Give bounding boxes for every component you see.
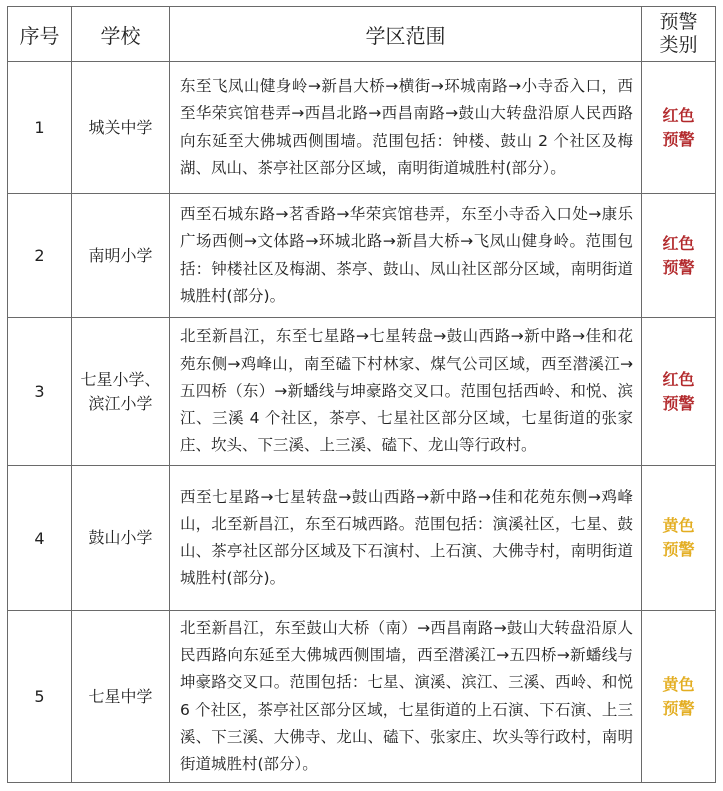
table-row: [8, 611, 716, 783]
header-no: 序号: [8, 7, 72, 62]
header-school: 学校: [72, 7, 170, 62]
row-school: 七星小学、滨江小学: [72, 318, 170, 466]
row-no: 2: [8, 194, 72, 318]
row-warning: [642, 194, 716, 318]
row-warning: [642, 466, 716, 611]
table-row: [8, 194, 716, 318]
school-district-table: [7, 6, 716, 783]
row-no: 1: [8, 62, 72, 194]
header-range: 学区范围: [170, 7, 642, 62]
warning-label: 红色 预警: [662, 105, 695, 149]
row-warning: [642, 62, 716, 194]
row-no: 4: [8, 466, 72, 611]
table-row: [8, 318, 716, 466]
row-school: 七星中学: [72, 611, 170, 783]
row-school: 南明小学: [72, 194, 170, 318]
row-no: 5: [8, 611, 72, 783]
row-range: 西至石城东路→茗香路→华荣宾馆巷弄，东至小寺岙入口处→康乐广场西侧→文体路→环城北路→新昌大桥→飞凤山健身岭。范围包括：钟楼社区及梅湖、茶亭、鼓山、凤山社区部分区域，南明街道城胜村(部分)。: [170, 194, 642, 318]
row-range: 北至新昌江，东至七星路→七星转盘→鼓山西路→新中路→佳和花苑东侧→鸡峰山，南至磕下村林家、煤气公司区域，西至潜溪江→五四桥（东）→新蟠线与坤豪路交叉口。范围包括西岭、和悦、滨江、三溪 4 个社区，茶亭、七星社区部分区域，七星街道的张家庄、坎头、下三溪、上三溪、磕下、龙山等行政村。: [170, 318, 642, 466]
row-warning: [642, 611, 716, 783]
row-no: 3: [8, 318, 72, 466]
table-row: [8, 466, 716, 611]
warning-label: 黄色 预警: [662, 674, 695, 718]
header-warning: [642, 7, 716, 62]
row-range: 西至七星路→七星转盘→鼓山西路→新中路→佳和花苑东侧→鸡峰山，北至新昌江，东至石城西路。范围包括：演溪社区，七星、鼓山、茶亭社区部分区域及下石演村、上石演、大佛寺村，南明街道城胜村(部分)。: [170, 466, 642, 611]
row-school: 城关中学: [72, 62, 170, 194]
row-range: 东至飞凤山健身岭→新昌大桥→横街→环城南路→小寺岙入口，西至华荣宾馆巷弄→西昌北路→西昌南路→鼓山大转盘沿原人民西路向东延至大佛城西侧围墙。范围包括：钟楼、鼓山 2 个社区及梅湖、凤山、茶亭社区部分区域，南明街道城胜村(部分）。: [170, 62, 642, 194]
table-header-row: [8, 7, 716, 62]
table-row: [8, 62, 716, 194]
warning-label: 红色 预警: [662, 369, 695, 413]
row-range: 北至新昌江，东至鼓山大桥（南）→西昌南路→鼓山大转盘沿原人民西路向东延至大佛城西侧围墙，西至潜溪江→五四桥→新蟠线与坤豪路交叉口。范围包括：七星、演溪、滨江、三溪、西岭、和悦 6 个社区，茶亭社区部分区域，七星街道的上石演、下石演、上三溪、下三溪、大佛寺、龙山、磕下、张家庄、坎头等行政村，南明街道城胜村(部分）。: [170, 611, 642, 783]
row-school: 鼓山小学: [72, 466, 170, 611]
header-warning-label: 预警 类别: [659, 11, 698, 56]
warning-label: 红色 预警: [662, 233, 695, 277]
warning-label: 黄色 预警: [662, 516, 695, 559]
row-warning: [642, 318, 716, 466]
